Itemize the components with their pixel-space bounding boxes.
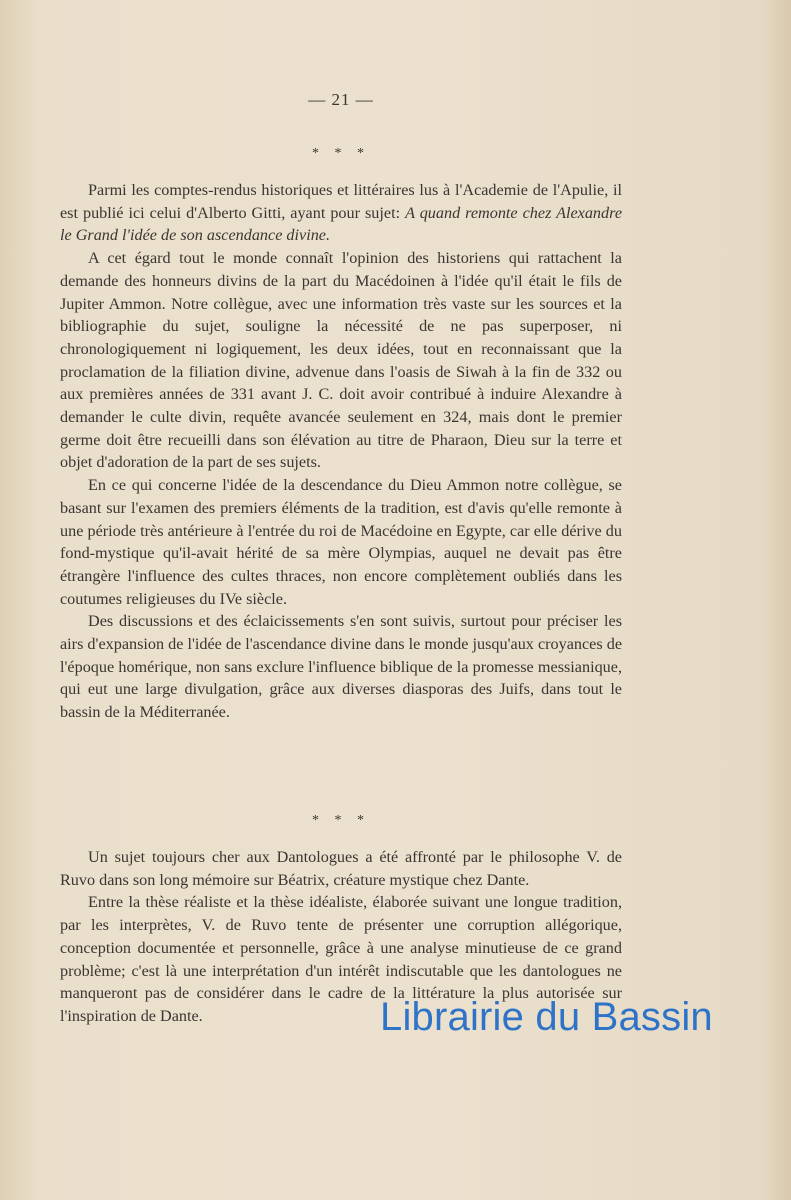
page-number: — 21 —: [308, 90, 374, 109]
paragraph-text: Parmi les comptes-rendus historiques et littéraires lus à l'Academie de l'Apulie, il est publié ici celui d'Alberto Gitti, ayant pour sujet:: [60, 181, 622, 222]
paragraph: [60, 179, 622, 247]
italic-title: A quand remonte chez Alexandre le Grand l'idée de son ascendance divine.: [60, 203, 622, 245]
section-alexandre: [60, 179, 622, 724]
paragraph: A cet égard tout le monde connaît l'opinion des historiens qui rattachent la demande des honneurs divins de la part du Macédoinen à l'idée qu'il était le fils de Jupiter Ammon. Notre collègue, avec une information très vaste sur les sources et la bibliographie du sujet, souligne la nécessité de ne pas superposer, ni chronologiquement ni logiquement, les deux idées, tout en reconnaissant que la proclamation de la filiation divine, advenue dans l'oasis de Siwah à la fin de 332 ou aux premières années de 331 avant J. C. doit avoir contribué à induire Alexandre à demander le culte divin, requête avancée seulement en 324, mais dont le premier germe doit être recueilli dans son élévation au titre de Pharaon, Dieu sur la terre et objet d'adoration de la part de ses sujets.: [60, 249, 622, 472]
section-separator: * * *: [312, 813, 370, 828]
paragraph: Un sujet toujours cher aux Dantologues a été affronté par le philosophe V. de Ruvo dans son long mémoire sur Béatrix, créature mystique chez Dante.: [60, 848, 622, 889]
paragraph: Entre la thèse réaliste et la thèse idéaliste, élaborée suivant une longue tradition, par les interprètes, V. de Ruvo tente de présenter une corruption allégorique, conception documentée et personnelle, grâce à une analyse minutieuse de ce grand problème; c'est là une interprétation d'un intérêt indiscutable que les dantologues ne manqueront pas de considérer dans le cadre de la littérature la plus autorisée sur l'inspiration de Dante.: [60, 893, 622, 1025]
paragraph: Des discussions et des éclaicissements s'en sont suivis, surtout pour préciser les airs d'expansion de l'idée de l'ascendance divine dans le monde jusqu'aux croyances de l'époque homérique, non sans exclure l'influence biblique de la promesse messianique, qui eut une large divulgation, grâce aux diverses diasporas des Juifs, dans tout le bassin de la Méditerranée.: [60, 612, 622, 722]
paragraph: En ce qui concerne l'idée de la descendance du Dieu Ammon notre collègue, se basant sur l'examen des premiers éléments de la tradition, est d'avis qu'elle remonte à une période très antérieure à l'entrée du roi de Macédoine en Egypte, car elle dérive du fond-mystique qu'il-avait hérité de sa mère Olympias, auquel ne devait pas être étrangère l'influence des cultes thraces, non encore complètement oubliés dans les coutumes religieuses du IVe siècle.: [60, 476, 622, 608]
section-separator: * * *: [312, 146, 370, 161]
watermark: Librairie du Bassin: [380, 995, 713, 1039]
